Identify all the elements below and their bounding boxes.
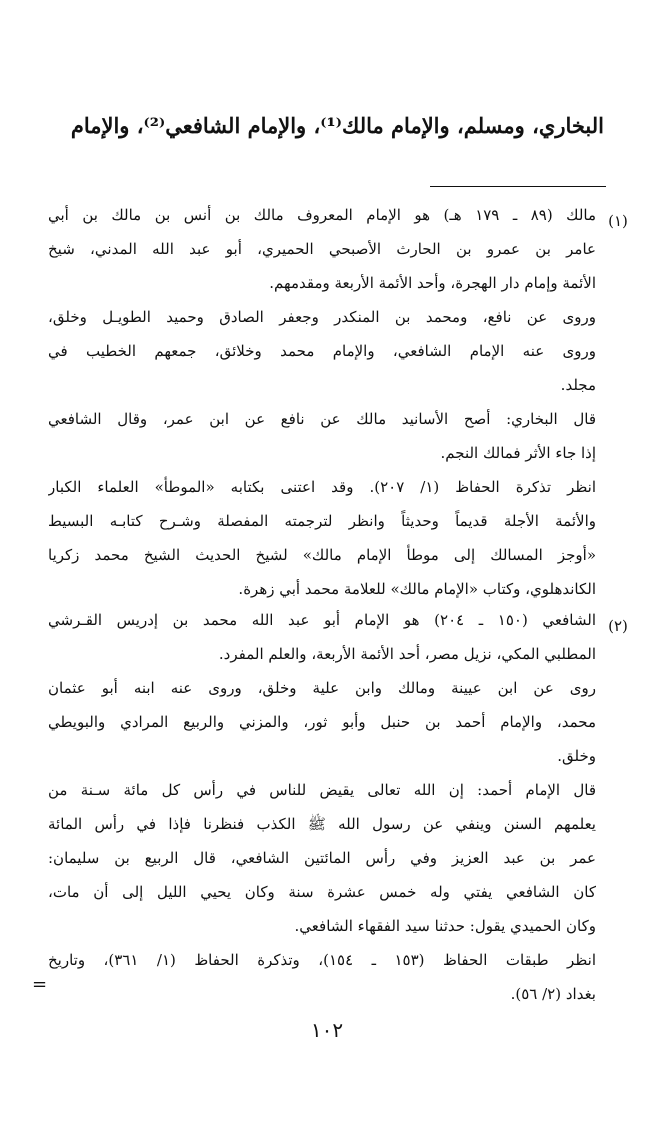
footnote-2-line: محمد، والإمام أحمد بن حنبل وأبو ثور، والمزني والربيع المرادي والبويطي — [48, 713, 596, 731]
footnote-1-line: مالك (٨٩ ـ ١٧٩ هـ) هو الإمام المعروف مالك بن أنس بن مالك بن أبي — [48, 206, 596, 224]
footnote-1-line: مجلد. — [560, 376, 596, 394]
footnote-1-line: إذا جاء الأثر فمالك النجم. — [440, 444, 596, 462]
footnote-1-line: الأئمة وإمام دار الهجرة، وأحد الأئمة الأربعة ومقدمهم. — [269, 274, 596, 292]
footnote-2-line: وكان الحميدي يقول: حدثنا سيد الفقهاء الشافعي. — [294, 917, 596, 935]
footnote-1-number: (١) — [608, 212, 628, 230]
footnote-1-line: قال البخاري: أصح الأسانيد مالك عن نافع عن ابن عمر، وقال الشافعي — [48, 410, 596, 428]
footnote-1-line: والأئمة الأجلة قديماً وحديثاً وانظر لترجمته المفصلة وشـرح كتابـه البسيط — [48, 512, 596, 530]
footnote-1-line: انظر تذكرة الحفاظ (١/ ٢٠٧). وقد اعتنى بكتابه «الموطأ» العلماء الكبار — [48, 478, 596, 496]
footnote-1-line: الكاندهلوي، وكتاب «الإمام مالك» للعلامة محمد أبي زهرة. — [238, 580, 596, 598]
continuation-mark: = — [32, 974, 48, 995]
footnote-2-number: (٢) — [608, 617, 628, 635]
footnote-1-line: عامر بن عمرو بن الحارث الأصبحي الحميري، أبو عبد الله المدني، شيخ — [48, 240, 596, 258]
footnote-1-line: وروى عنه الإمام الشافعي، والإمام محمد وخلائق، جمعهم الخطيب في — [48, 342, 596, 360]
footnote-2-line: الشافعي (١٥٠ ـ ٢٠٤) هو الإمام أبو عبد الله محمد بن إدريس القـرشي — [48, 611, 596, 629]
footnote-2-line: روى عن ابن عيينة ومالك وابن علية وخلق، وروى عنه ابنه أبو عثمان — [48, 679, 596, 697]
footnote-2-line: المطلبي المكي، نزيل مصر، أحد الأئمة الأربعة، والعلم المفرد. — [218, 645, 596, 663]
footnote-2-line: يعلمهم السنن وينفي عن رسول الله ﷺ الكذب فنظرنا فإذا في رأس المائة — [48, 815, 596, 833]
footnote-1-line: «أوجز المسالك إلى موطأ الإمام مالك» لشيخ الحديث الشيخ محمد زكريا — [48, 546, 596, 564]
footnote-1-line: وروى عن نافع، ومحمد بن المنكدر وجعفر الصادق وحميد الطويـل وخلق، — [48, 308, 596, 326]
footnote-2-line: انظر طبقات الحفاظ (١٥٣ ـ ١٥٤)، وتذكرة الحفاظ (١/ ٣٦١)، وتاريخ — [48, 951, 596, 969]
footnote-2-line: عمر بن عبد العزيز وفي رأس المائتين الشافعي، قال الربيع بن سليمان: — [48, 849, 596, 867]
footnote-2-line: بغداد (٢/ ٥٦). — [510, 985, 596, 1003]
footnote-2-line: قال الإمام أحمد: إن الله تعالى يقيض للناس في رأس كل مائة سـنة من — [48, 781, 596, 799]
page-number: ١٠٢ — [310, 1018, 344, 1042]
main-text-line: البخاري، ومسلم، والإمام مالك⁽¹⁾، والإمام الشافعي⁽²⁾، والإمام — [70, 113, 604, 138]
footnote-2-line: كان الشافعي يفتي وله خمس عشرة سنة وكان يحيي الليل إلى أن مات، — [48, 883, 596, 901]
footnote-separator — [430, 186, 606, 187]
footnote-2-line: وخلق. — [557, 747, 596, 765]
